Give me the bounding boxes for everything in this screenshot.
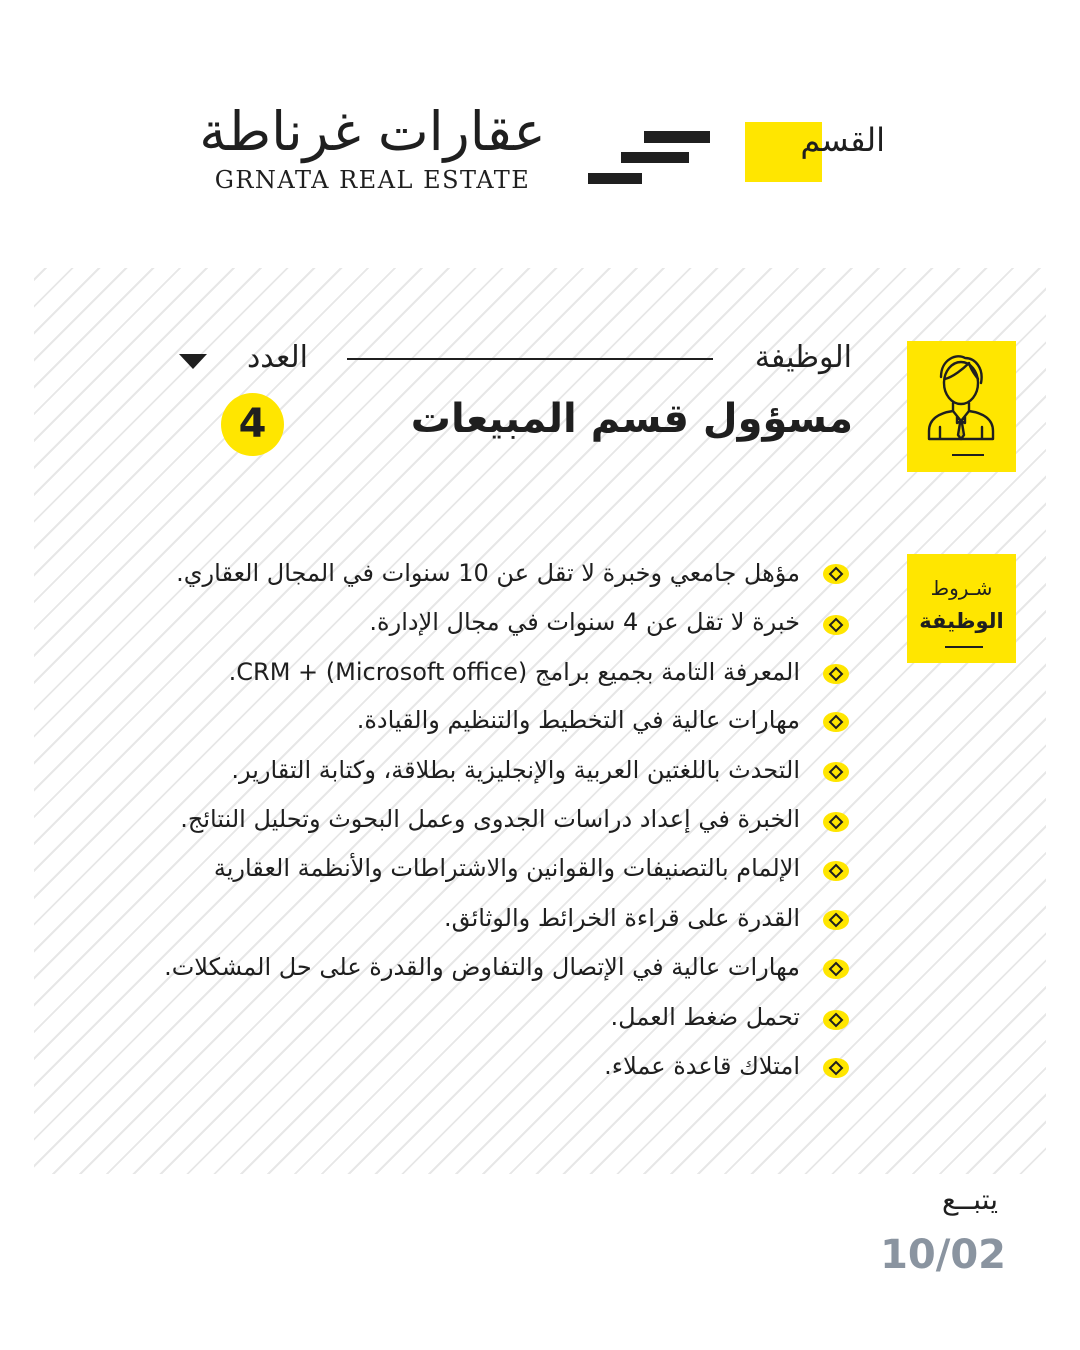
diamond-bullet-icon bbox=[822, 711, 850, 733]
requirement-text: مهارات عالية في التخطيط والتنظيم والقيادة. bbox=[356, 706, 800, 734]
logo-bar-middle bbox=[621, 152, 689, 163]
job-icon-box bbox=[907, 341, 1016, 472]
diamond-bullet-icon bbox=[822, 958, 850, 980]
requirement-text: المعرفة التامة بجميع برامج (Microsoft office) + CRM. bbox=[228, 658, 800, 686]
diamond-bullet-icon bbox=[822, 563, 850, 585]
requirement-text: الخبرة في إعداد دراسات الجدوى وعمل البحوث وتحليل النتائج. bbox=[180, 805, 800, 833]
requirement-text: التحدث باللغتين العربية والإنجليزية بطلاقة، وكتابة التقارير. bbox=[231, 756, 800, 784]
logo-bar-bottom bbox=[588, 173, 642, 184]
requirement-text: امتلاك قاعدة عملاء. bbox=[604, 1052, 800, 1080]
requirement-text: مهارات عالية في الإتصال والتفاوض والقدرة على حل المشكلات. bbox=[164, 953, 800, 981]
employee-icon bbox=[907, 341, 1016, 472]
diamond-bullet-icon bbox=[822, 860, 850, 882]
requirement-text: تحمل ضغط العمل. bbox=[610, 1003, 800, 1031]
diamond-bullet-icon bbox=[822, 761, 850, 783]
brand-name-english: GRNATA REAL ESTATE bbox=[214, 166, 531, 194]
requirement-text: مؤهل جامعي وخبرة لا تقل عن 10 سنوات في المجال العقاري. bbox=[176, 559, 800, 587]
icon-underline bbox=[952, 454, 984, 456]
continue-label: يتبــع bbox=[942, 1183, 998, 1216]
job-title: مسؤول قسم المبيعات bbox=[410, 396, 853, 442]
requirement-text: القدرة على قراءة الخرائط والوثائق. bbox=[443, 904, 800, 932]
diamond-bullet-icon bbox=[822, 909, 850, 931]
diamond-bullet-icon bbox=[822, 1057, 850, 1079]
requirements-label-line1: شـروط bbox=[930, 576, 993, 600]
count-label: العدد bbox=[246, 340, 308, 375]
caret-down-icon bbox=[179, 354, 207, 370]
requirement-text: خبرة لا تقل عن 4 سنوات في مجال الإدارة. bbox=[369, 608, 800, 636]
department-label: القسم bbox=[800, 121, 885, 159]
diamond-bullet-icon bbox=[822, 663, 850, 685]
diamond-bullet-icon bbox=[822, 614, 850, 636]
job-label: الوظيفة bbox=[754, 340, 852, 375]
brand-name-arabic: عقارات غرناطة bbox=[199, 100, 546, 163]
requirements-label-line2: الوظيفة bbox=[919, 609, 1004, 633]
requirements-underline bbox=[945, 646, 983, 648]
diamond-bullet-icon bbox=[822, 1009, 850, 1031]
page-number: 10/02 bbox=[880, 1232, 1006, 1278]
requirement-text: الإلمام بالتصنيفات والقوانين والاشتراطات والأنظمة العقارية bbox=[213, 854, 800, 882]
diamond-bullet-icon bbox=[822, 811, 850, 833]
count-badge: 4 bbox=[221, 393, 284, 456]
header-divider bbox=[347, 358, 713, 360]
